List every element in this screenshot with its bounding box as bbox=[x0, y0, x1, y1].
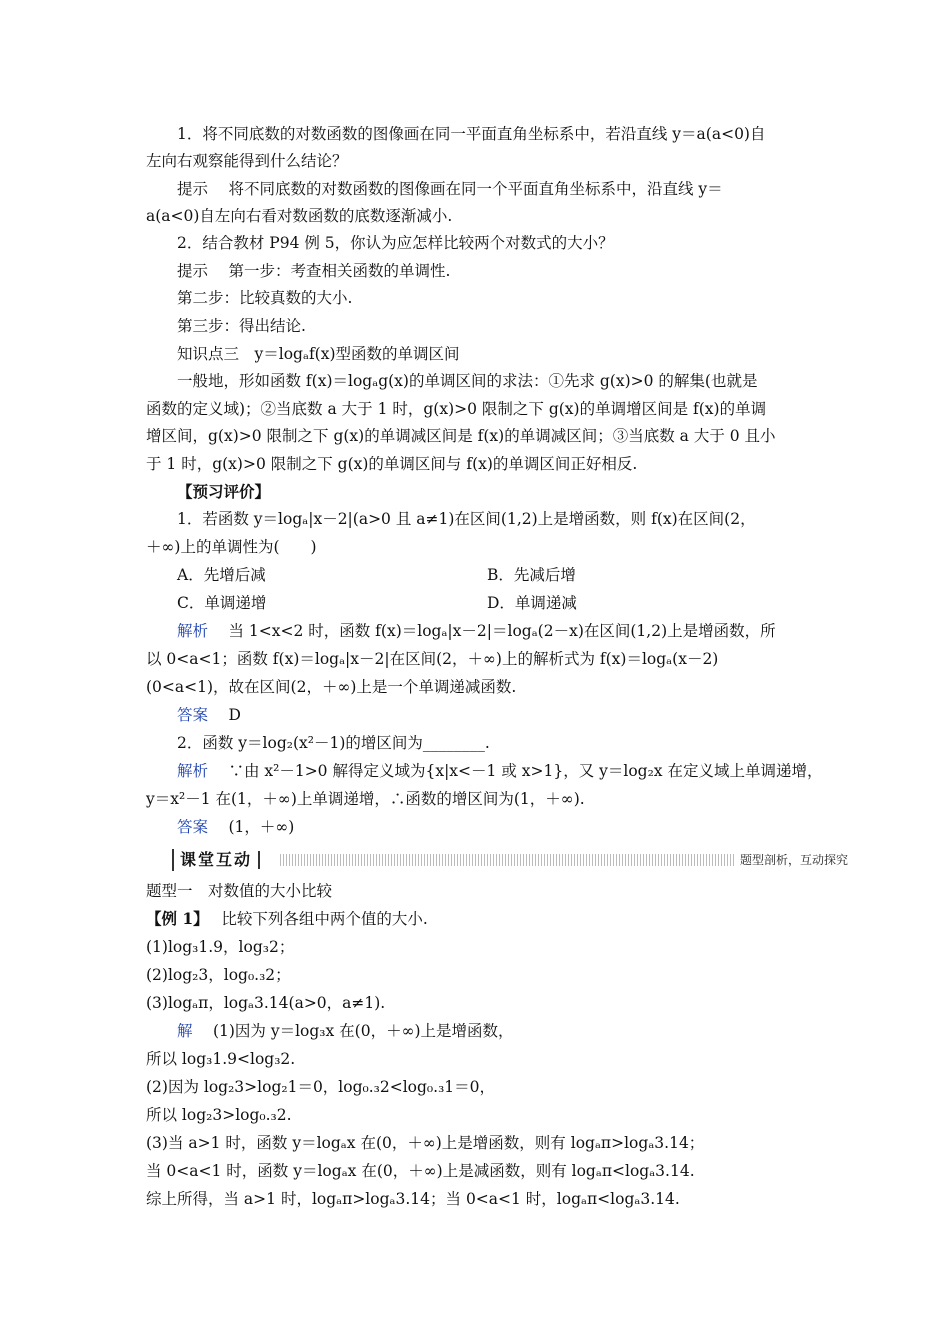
topic-1-heading: 题型一 对数值的大小比较 bbox=[146, 882, 333, 900]
hint-1-line-2: a(a<0)自左向右看对数函数的底数逐渐减小. bbox=[146, 207, 453, 225]
solution-line-7: 综上所得，当 a>1 时，logₐπ>logₐ3.14；当 0<a<1 时，logₐπ<logₐ3.14. bbox=[146, 1190, 680, 1208]
example-item-2: (2)log₂3，log₀.₃2； bbox=[146, 966, 291, 984]
answer-2 bbox=[177, 817, 294, 837]
question-2: 2．结合教材 P94 例 5，你认为应怎样比较两个对数式的大小？ bbox=[177, 234, 614, 252]
hint-1-line-1 bbox=[177, 179, 723, 199]
hint-text: 将不同底数的对数函数的图像画在同一个平面直角坐标系中，沿直线 y＝ bbox=[228, 180, 723, 198]
hint-2-line-2: 第二步：比较真数的大小. bbox=[177, 289, 353, 307]
solution-label: 解 bbox=[177, 1022, 193, 1040]
preview-heading: 【预习评价】 bbox=[177, 482, 271, 501]
banner-note: 题型剖析，互动探究 bbox=[734, 852, 848, 868]
hint-2-line-1 bbox=[177, 261, 450, 281]
knowledge-line-1: 一般地，形如函数 f(x)＝logₐg(x)的单调区间的求法：①先求 g(x)>0 的解集(也就是 bbox=[177, 372, 758, 390]
answer-text: D bbox=[228, 706, 241, 724]
analysis-label: 解析 bbox=[177, 622, 209, 640]
knowledge-line-2: 函数的定义域)；②当底数 a 大于 1 时，g(x)>0 限制之下 g(x)的单调增区间是 f(x)的单调 bbox=[146, 400, 767, 418]
solution-2-line-1 bbox=[177, 761, 822, 781]
answer-label: 答案 bbox=[177, 706, 209, 724]
solution-line-1 bbox=[177, 1021, 514, 1041]
solution-1-line-3: (0<a<1)，故在区间(2，＋∞)上是一个单调递减函数. bbox=[146, 678, 517, 696]
example-1 bbox=[146, 909, 428, 929]
solution-line-5: (3)当 a>1 时，函数 y＝logₐx 在(0，＋∞)上是增函数，则有 logₐπ>logₐ3.14； bbox=[146, 1134, 705, 1152]
solution-line-6: 当 0<a<1 时，函数 y＝logₐx 在(0，＋∞)上是减函数，则有 logₐπ<logₐ3.14. bbox=[146, 1162, 695, 1180]
question-1-line-1: 1．将不同底数的对数函数的图像画在同一平面直角坐标系中，若沿直线 y＝a(a<0)自 bbox=[177, 125, 766, 143]
analysis-text: 当 1<x<2 时，函数 f(x)＝logₐ|x－2|＝logₐ(2－x)在区间(1,2)上是增函数，所 bbox=[228, 622, 776, 640]
preview-q1-line-1: 1．若函数 y＝logₐ|x－2|(a>0 且 a≠1)在区间(1,2)上是增函数，则 f(x)在区间(2， bbox=[177, 510, 756, 528]
example-text: 比较下列各组中两个值的大小. bbox=[221, 910, 428, 928]
section-banner bbox=[172, 849, 848, 871]
option-a: A．先增后减 bbox=[177, 566, 266, 584]
preview-q1-line-2: ＋∞)上的单调性为( ) bbox=[146, 538, 317, 556]
hint-2-line-3: 第三步：得出结论. bbox=[177, 317, 306, 335]
analysis-text: ∵由 x²－1>0 解得定义域为{x|x<－1 或 x>1}，又 y＝log₂x 在定义域上单调递增， bbox=[228, 762, 823, 780]
solution-1-line-2: 以 0<a<1；函数 f(x)＝logₐ|x－2|在区间(2，＋∞)上的解析式为 f(x)＝logₐ(x－2) bbox=[146, 650, 719, 668]
example-item-3: (3)logₐπ，logₐ3.14(a>0，a≠1). bbox=[146, 994, 386, 1012]
answer-1 bbox=[177, 705, 241, 725]
option-b: B．先减后增 bbox=[487, 566, 576, 584]
question-1-line-2: 左向右观察能得到什么结论？ bbox=[146, 152, 348, 170]
example-label: 【例 1】 bbox=[146, 909, 201, 928]
banner-title: 课堂互动 bbox=[172, 849, 252, 871]
hint-label: 提示 bbox=[177, 180, 209, 198]
solution-line-4: 所以 log₂3>log₀.₃2. bbox=[146, 1106, 292, 1124]
solution-2-line-2: y＝x²－1 在(1，＋∞)上单调递增，∴函数的增区间为(1，＋∞). bbox=[146, 790, 585, 808]
answer-text: (1，＋∞) bbox=[228, 818, 295, 836]
hint-text: 第一步：考查相关函数的单调性. bbox=[228, 262, 451, 280]
analysis-label: 解析 bbox=[177, 762, 209, 780]
solution-line-3: (2)因为 log₂3>log₂1＝0，log₀.₃2<log₀.₃1＝0， bbox=[146, 1078, 496, 1096]
solution-1-line-1 bbox=[177, 621, 776, 641]
option-d: D．单调递减 bbox=[487, 594, 577, 612]
preview-q2: 2．函数 y＝log₂(x²－1)的增区间为________. bbox=[177, 734, 490, 752]
answer-label: 答案 bbox=[177, 818, 209, 836]
hint-label: 提示 bbox=[177, 262, 209, 280]
option-c: C．单调递增 bbox=[177, 594, 267, 612]
knowledge-line-3: 增区间，g(x)>0 限制之下 g(x)的单调减区间是 f(x)的单调减区间；③当底数 a 大于 0 且小 bbox=[146, 427, 776, 445]
solution-text: (1)因为 y＝log₃x 在(0，＋∞)上是增函数， bbox=[212, 1022, 514, 1040]
solution-line-2: 所以 log₃1.9<log₃2. bbox=[146, 1050, 296, 1068]
example-item-1: (1)log₃1.9，log₃2； bbox=[146, 938, 295, 956]
knowledge-line-4: 于 1 时，g(x)>0 限制之下 g(x)的单调区间与 f(x)的单调区间正好相反. bbox=[146, 455, 638, 473]
knowledge-point-3-heading: 知识点三 y＝logₐf(x)型函数的单调区间 bbox=[177, 345, 460, 363]
